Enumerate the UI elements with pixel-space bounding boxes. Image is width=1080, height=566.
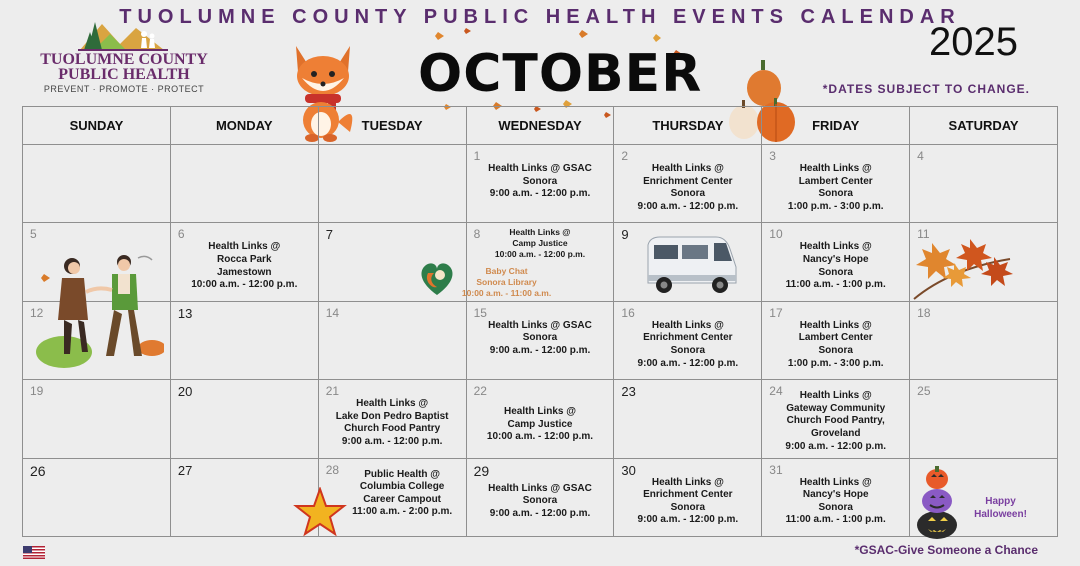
baby-chat-event (437, 266, 577, 299)
event-line: Columbia College (359, 481, 445, 493)
day-number: 19 (30, 384, 44, 399)
event-line: 10:00 a.m. - 12:00 p.m. (486, 431, 594, 443)
day-cell-empty (23, 145, 171, 223)
day-cell-13 (171, 302, 319, 380)
event-line: Sonora (818, 344, 853, 356)
gsac-footnote: *GSAC-Give Someone a Chance (854, 543, 1038, 557)
event-line: Lake Don Pedro Baptist (335, 410, 449, 422)
logo-name-line2: PUBLIC HEALTH (58, 66, 190, 83)
event-line: 10:00 a.m. - 12:00 p.m. (494, 249, 586, 260)
weekday-saturday: SATURDAY (910, 107, 1058, 145)
star-icon (293, 487, 347, 537)
day-number: 3 (769, 149, 776, 163)
event-line: 9:00 a.m. - 12:00 p.m. (637, 357, 739, 369)
day-cell-11 (910, 223, 1058, 301)
month-title: OCTOBER (418, 44, 703, 104)
event-line: Health Links @ (503, 406, 576, 418)
day-cell-23 (614, 380, 762, 458)
event-17 (762, 320, 909, 370)
day-number: 4 (917, 149, 924, 163)
day-cell-19 (23, 380, 171, 458)
day-cell-1 (467, 145, 615, 223)
event-10 (762, 241, 909, 291)
event-line: 9:00 a.m. - 12:00 p.m. (489, 507, 591, 519)
day-number: 9 (621, 227, 629, 243)
day-cell-28 (319, 459, 467, 537)
event-6 (171, 241, 318, 291)
event-line: Rocca Park (217, 253, 272, 265)
event-line: Sonora Library (476, 277, 537, 288)
event-line: Lambert Center (798, 332, 873, 344)
event-31 (762, 477, 909, 527)
event-line: Baby Chat (485, 266, 528, 277)
day-cell-22 (467, 380, 615, 458)
event-line: Enrichment Center (643, 332, 733, 344)
event-line: Sonora (818, 266, 853, 278)
day-number: 8 (473, 227, 481, 242)
event-line: 9:00 a.m. - 12:00 p.m. (637, 200, 739, 212)
event-line: Public Health @ (364, 468, 441, 480)
day-number: 6 (177, 227, 185, 242)
event-line: Health Links @ (799, 390, 872, 402)
event-line: Health Links @ (799, 241, 872, 253)
day-cell-21 (319, 380, 467, 458)
day-number: 12 (30, 305, 44, 320)
event-22 (467, 406, 614, 444)
event-29 (467, 483, 614, 521)
day-number: 23 (621, 384, 636, 400)
weekday-tuesday: TUESDAY (319, 107, 467, 145)
day-number: 1 (473, 149, 481, 163)
event-line: Health Links @ GSAC (488, 482, 592, 494)
day-number: 15 (473, 305, 487, 320)
event-line: Health Links @ GSAC (488, 319, 592, 331)
event-line: 1:00 p.m. - 3:00 p.m. (787, 357, 884, 369)
day-cell-empty (171, 145, 319, 223)
event-line: 1:00 p.m. - 3:00 p.m. (787, 200, 884, 212)
day-number: 28 (325, 462, 340, 477)
day-cell-15 (467, 302, 615, 380)
event-line: Health Links @ (651, 476, 724, 488)
event-line: Sonora (522, 332, 558, 344)
event-line: 11:00 a.m. - 1:00 p.m. (785, 514, 886, 526)
event-line: Health Links @ (799, 476, 872, 488)
day-number: 17 (769, 305, 783, 320)
year-label: 2025 (929, 20, 1018, 64)
event-line: 9:00 a.m. - 12:00 p.m. (785, 440, 887, 452)
event-8 (467, 227, 614, 260)
day-cell-26 (23, 459, 171, 537)
weekday-monday: MONDAY (171, 107, 319, 145)
maple-leaves-icon (910, 229, 1020, 301)
calendar-grid (22, 106, 1058, 537)
event-line: Jamestown (217, 266, 272, 278)
event-30 (614, 477, 761, 527)
event-line: Camp Justice (507, 418, 573, 430)
day-cell-30 (614, 459, 762, 537)
day-cell-29 (467, 459, 615, 537)
event-28 (339, 469, 466, 519)
event-line: Enrichment Center (643, 175, 733, 187)
event-line: 9:00 a.m. - 12:00 p.m. (489, 344, 591, 356)
day-cell-10 (762, 223, 910, 301)
event-line: Health Links @ (356, 398, 429, 410)
event-line: Enrichment Center (643, 489, 733, 501)
dates-disclaimer: *DATES SUBJECT TO CHANGE. (822, 82, 1030, 96)
halloween-line: Happy (985, 495, 1016, 507)
day-number: 26 (30, 462, 46, 479)
day-number: 31 (769, 462, 783, 477)
day-number: 11 (917, 227, 930, 242)
weekday-wednesday: WEDNESDAY (467, 107, 615, 145)
day-cell-8 (461, 223, 615, 301)
day-number: 16 (621, 305, 635, 320)
event-line: 11:00 a.m. - 2:00 p.m. (352, 506, 453, 518)
event-16 (614, 320, 761, 370)
day-cell-20 (171, 380, 319, 458)
event-15 (467, 320, 614, 358)
day-cell-31 (762, 459, 910, 537)
event-line: Church Food Pantry (344, 423, 441, 435)
event-line: Groveland (810, 427, 861, 439)
event-line: 10:00 a.m. - 12:00 p.m. (191, 279, 298, 291)
halloween-line: Halloween! (974, 508, 1027, 520)
day-cell-9 (614, 223, 762, 301)
van-icon (644, 231, 740, 297)
day-number: 20 (177, 384, 193, 400)
event-line: Camp Justice (512, 238, 568, 249)
event-line: Health Links @ (509, 227, 571, 238)
day-cell-4 (910, 145, 1058, 223)
event-line: Lambert Center (798, 175, 873, 187)
day-cell-24 (762, 380, 910, 458)
event-line: Health Links @ (799, 163, 872, 174)
halloween-greeting (974, 495, 1027, 521)
event-3 (762, 163, 909, 213)
event-line: Sonora (670, 501, 706, 513)
event-21 (319, 398, 466, 448)
day-cell-3 (762, 145, 910, 223)
day-number: 24 (769, 384, 783, 399)
us-flag-icon (23, 546, 45, 559)
event-2 (614, 163, 761, 213)
weekday-thursday: THURSDAY (614, 107, 762, 145)
day-number: 27 (177, 462, 193, 478)
event-line: 9:00 a.m. - 12:00 p.m. (637, 514, 739, 526)
day-cell-25 (910, 380, 1058, 458)
event-line: Sonora (522, 495, 558, 507)
event-line: Nancy's Hope (802, 489, 869, 501)
event-line: Health Links @ (799, 319, 872, 331)
jack-o-lantern-stack-icon (914, 465, 960, 541)
day-number: 30 (621, 462, 636, 478)
event-line: Health Links @ (208, 241, 281, 253)
event-line: Health Links @ (651, 319, 724, 331)
event-line: Nancy's Hope (802, 253, 869, 265)
day-cell-14 (319, 302, 467, 380)
event-line: Health Links @ (651, 163, 724, 174)
day-cell-16 (614, 302, 762, 380)
weekday-friday: FRIDAY (762, 107, 910, 145)
logo-tagline: PREVENT · PROMOTE · PROTECT (43, 84, 205, 94)
logo-name-line1: TUOLUMNE COUNTY (40, 51, 208, 68)
day-cell-empty (319, 145, 467, 223)
event-1 (467, 163, 614, 201)
day-cell-17 (762, 302, 910, 380)
walking-couple-icon (34, 244, 164, 374)
day-cell-halloween (910, 459, 1058, 537)
event-line: 9:00 a.m. - 12:00 p.m. (489, 188, 591, 200)
day-number: 21 (325, 384, 340, 399)
event-line: Sonora (522, 175, 558, 187)
logo (40, 14, 208, 102)
page-title: TUOLUMNE COUNTY PUBLIC HEALTH EVENTS CALENDAR (119, 6, 961, 28)
day-number: 5 (30, 227, 37, 242)
event-line: Church Food Pantry, (786, 415, 885, 427)
day-number: 18 (917, 305, 931, 320)
day-number: 25 (917, 384, 931, 399)
day-number: 7 (325, 227, 333, 243)
day-cell-2 (614, 145, 762, 223)
event-line: Sonora (670, 188, 706, 200)
day-number: 2 (621, 149, 629, 163)
day-number: 22 (473, 384, 487, 399)
logo-mountains-icon (40, 14, 208, 54)
weekday-sunday: SUNDAY (23, 107, 171, 145)
event-line: Health Links @ GSAC (488, 163, 592, 174)
day-cell-6 (171, 223, 319, 301)
event-line: Gateway Community (786, 402, 886, 414)
event-line: 9:00 a.m. - 12:00 p.m. (341, 435, 443, 447)
day-number: 14 (325, 305, 340, 320)
day-number: 29 (473, 462, 490, 479)
event-24 (762, 390, 909, 453)
day-cell-18 (910, 302, 1058, 380)
event-line: Sonora (670, 344, 706, 356)
day-number: 13 (177, 305, 193, 321)
event-line: Sonora (818, 188, 853, 200)
event-line: 10:00 a.m. - 11:00 a.m. (461, 288, 552, 299)
day-number: 10 (769, 227, 783, 242)
event-line: Sonora (818, 501, 853, 513)
event-line: 11:00 a.m. - 1:00 p.m. (785, 279, 886, 291)
event-line: Career Campout (363, 493, 442, 505)
